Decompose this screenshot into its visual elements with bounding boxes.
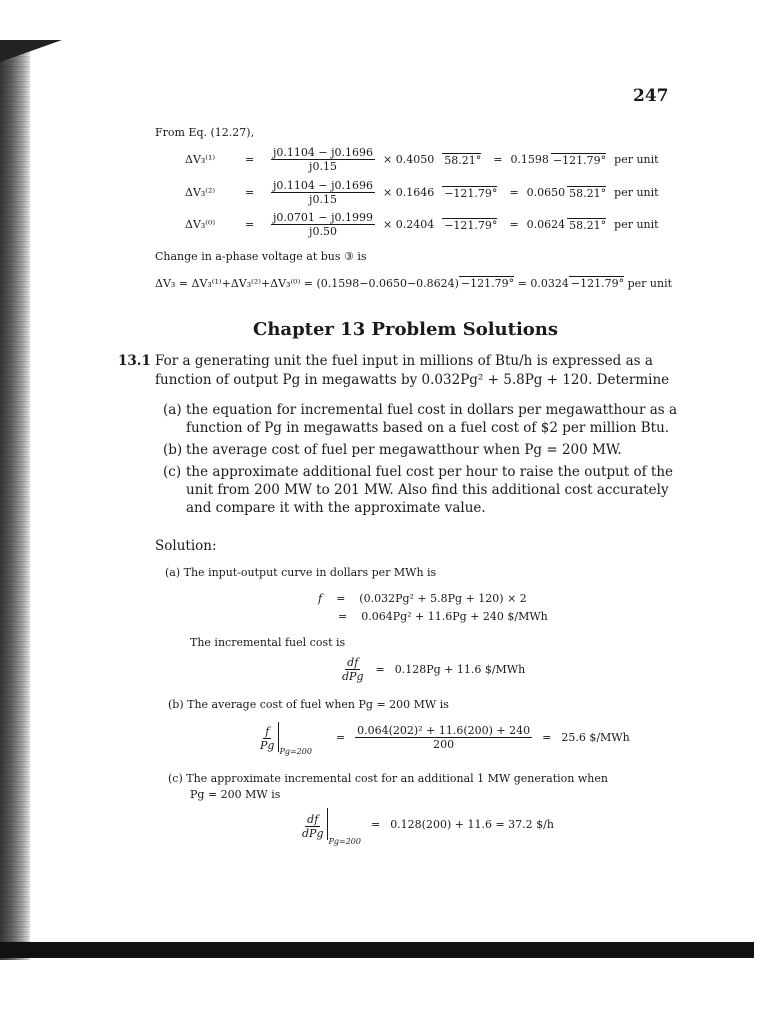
fraction-numerator: j0.1104 − j0.1696 <box>273 146 374 159</box>
f-expr-1: (0.032Pg² + 5.8Pg + 120) × 2 <box>359 592 527 605</box>
solution-a-intro: (a) The input-output curve in dollars per MWh is <box>165 566 437 579</box>
delta-v-lhs: ΔV₃ = ΔV₃⁽¹⁾+ΔV₃⁽²⁾+ΔV₃⁽⁰⁾ = (0.1598−0.0650−0.8624) <box>155 277 459 290</box>
f-line-2 <box>338 610 548 623</box>
f-symbol: f <box>318 592 323 605</box>
approx-eq: = <box>370 817 381 831</box>
part-c-line-3: and compare it with the approximate value. <box>186 500 486 516</box>
row-unit: per unit <box>614 186 659 199</box>
avg-cost-eq <box>258 722 630 756</box>
delta-v-unit: per unit <box>627 277 673 290</box>
f-eq: = <box>336 592 346 605</box>
row-fraction <box>271 179 375 206</box>
fraction-numerator: 0.064(202)² + 11.6(200) + 240 <box>357 723 531 737</box>
f-eq-2: = <box>338 610 348 623</box>
fraction-numerator: j0.0701 − j0.1999 <box>273 211 374 224</box>
fraction-denominator: dPg <box>302 827 324 840</box>
problem-number: 13.1 <box>118 353 151 369</box>
row-mult: × 0.4050 <box>383 153 435 166</box>
row-result-angle: 58.21° <box>569 186 607 200</box>
fraction-numerator: df <box>347 656 359 669</box>
delta-v-mid: = 0.0324 <box>514 277 569 290</box>
df-dpg-eval <box>300 813 325 840</box>
row-fraction <box>271 146 375 173</box>
row-eq: = <box>245 153 255 166</box>
part-a-line-1: the equation for incremental fuel cost in dollars per megawatthour as a <box>186 402 678 418</box>
eval-subscript: Pg=200 <box>279 747 312 756</box>
fraction-numerator: f <box>265 725 270 738</box>
avg-result: 25.6 $/MWh <box>561 730 630 744</box>
avg-eq-2: = <box>542 730 552 744</box>
problem-line-2: function of output Pg in megawatts by 0.032Pg² + 5.8Pg + 120. Determine <box>155 372 670 388</box>
avg-eq: = <box>335 730 346 744</box>
df-dpg-fraction <box>340 656 365 683</box>
spine-corner <box>0 40 62 62</box>
row-angle: 58.21° <box>444 153 482 167</box>
delta-v-row-2 <box>185 179 659 206</box>
f-line-1 <box>318 592 527 605</box>
row-result: 0.0624 <box>526 218 566 231</box>
solution-heading: Solution: <box>155 538 217 554</box>
approx-rhs: 0.128(200) + 11.6 = 37.2 $/h <box>390 817 554 831</box>
fraction-denominator: dPg <box>342 670 364 683</box>
approx-lhs <box>300 808 361 846</box>
row-angle: −121.79° <box>444 186 498 200</box>
row-lhs: ΔV₃⁽¹⁾ <box>185 153 216 166</box>
avg-cost-fraction <box>355 724 532 751</box>
f-expr-2: 0.064Pg² + 11.6Pg + 240 $/MWh <box>361 610 548 623</box>
row-mult: × 0.1646 <box>383 186 435 199</box>
row-lhs: ΔV₃⁽²⁾ <box>185 186 216 199</box>
problem-line-1: For a generating unit the fuel input in millions of Btu/h is expressed as a <box>155 353 653 369</box>
row-result-angle: −121.79° <box>552 153 607 167</box>
row-result: 0.0650 <box>526 186 566 199</box>
fraction-numerator: df <box>307 813 319 826</box>
part-b-label: (b) <box>163 442 183 458</box>
book-spine-shadow <box>0 40 30 960</box>
solution-b-intro: (b) The average cost of fuel when Pg = 200 MW is <box>168 698 449 711</box>
delta-v-total <box>155 276 672 290</box>
fraction-numerator: j0.1104 − j0.1696 <box>273 179 374 192</box>
row-result-angle: 58.21° <box>569 218 607 232</box>
row-angle: −121.79° <box>444 218 498 232</box>
part-a-line-2: function of Pg in megawatts based on a fuel cost of $2 per million Btu. <box>186 420 670 436</box>
fraction-denominator: j0.50 <box>309 225 337 238</box>
change-text: Change in a-phase voltage at bus ③ is <box>155 250 367 263</box>
part-a-label: (a) <box>163 402 182 418</box>
chapter-title: Chapter 13 Problem Solutions <box>253 319 559 340</box>
approx-incremental-eq <box>300 808 554 846</box>
row-eq2: = <box>509 186 519 199</box>
row-unit: per unit <box>614 218 659 231</box>
fraction-denominator: j0.15 <box>309 193 337 206</box>
row-eq: = <box>245 186 255 199</box>
page-number: 247 <box>633 86 669 106</box>
row-eq: = <box>245 218 255 231</box>
part-c-line-1: the approximate additional fuel cost per hour to raise the output of the <box>186 464 674 480</box>
eval-bar <box>327 808 328 840</box>
part-c-line-2: unit from 200 MW to 201 MW. Also find this additional cost accurately <box>186 482 669 498</box>
solution-c-intro-1: (c) The approximate incremental cost for an additional 1 MW generation when <box>168 772 608 785</box>
row-lhs: ΔV₃⁽⁰⁾ <box>185 218 216 231</box>
delta-v-row-0 <box>185 211 659 238</box>
part-b-line-1: the average cost of fuel per megawatthour when Pg = 200 MW. <box>186 442 622 458</box>
row-eq2: = <box>509 218 519 231</box>
row-result: 0.1598 <box>510 153 549 166</box>
solution-c-intro-2: Pg = 200 MW is <box>190 788 281 801</box>
delta-v-angle-2: −121.79° <box>570 277 625 290</box>
df-dpg-eq <box>340 656 525 683</box>
row-eq2: = <box>493 153 503 166</box>
delta-v-row-1 <box>185 146 659 173</box>
eval-subscript: Pg=200 <box>328 837 361 846</box>
f-over-pg <box>258 725 276 752</box>
row-unit: per unit <box>614 153 659 166</box>
from-eq-text: From Eq. (12.27), <box>155 126 255 139</box>
df-dpg-rhs: 0.128Pg + 11.6 $/MWh <box>394 663 526 676</box>
row-fraction <box>271 211 375 238</box>
row-mult: × 0.2404 <box>383 218 435 231</box>
delta-v-angle-1: −121.79° <box>460 277 515 290</box>
fraction-denominator: Pg <box>260 739 275 752</box>
fraction-denominator: 200 <box>433 737 455 751</box>
part-c-label: (c) <box>163 464 182 480</box>
incremental-text: The incremental fuel cost is <box>190 636 346 649</box>
avg-cost-lhs <box>258 722 312 756</box>
fraction-denominator: j0.15 <box>309 160 337 173</box>
bottom-scan-bar <box>0 942 754 958</box>
df-dpg-eqsign: = <box>375 663 385 676</box>
